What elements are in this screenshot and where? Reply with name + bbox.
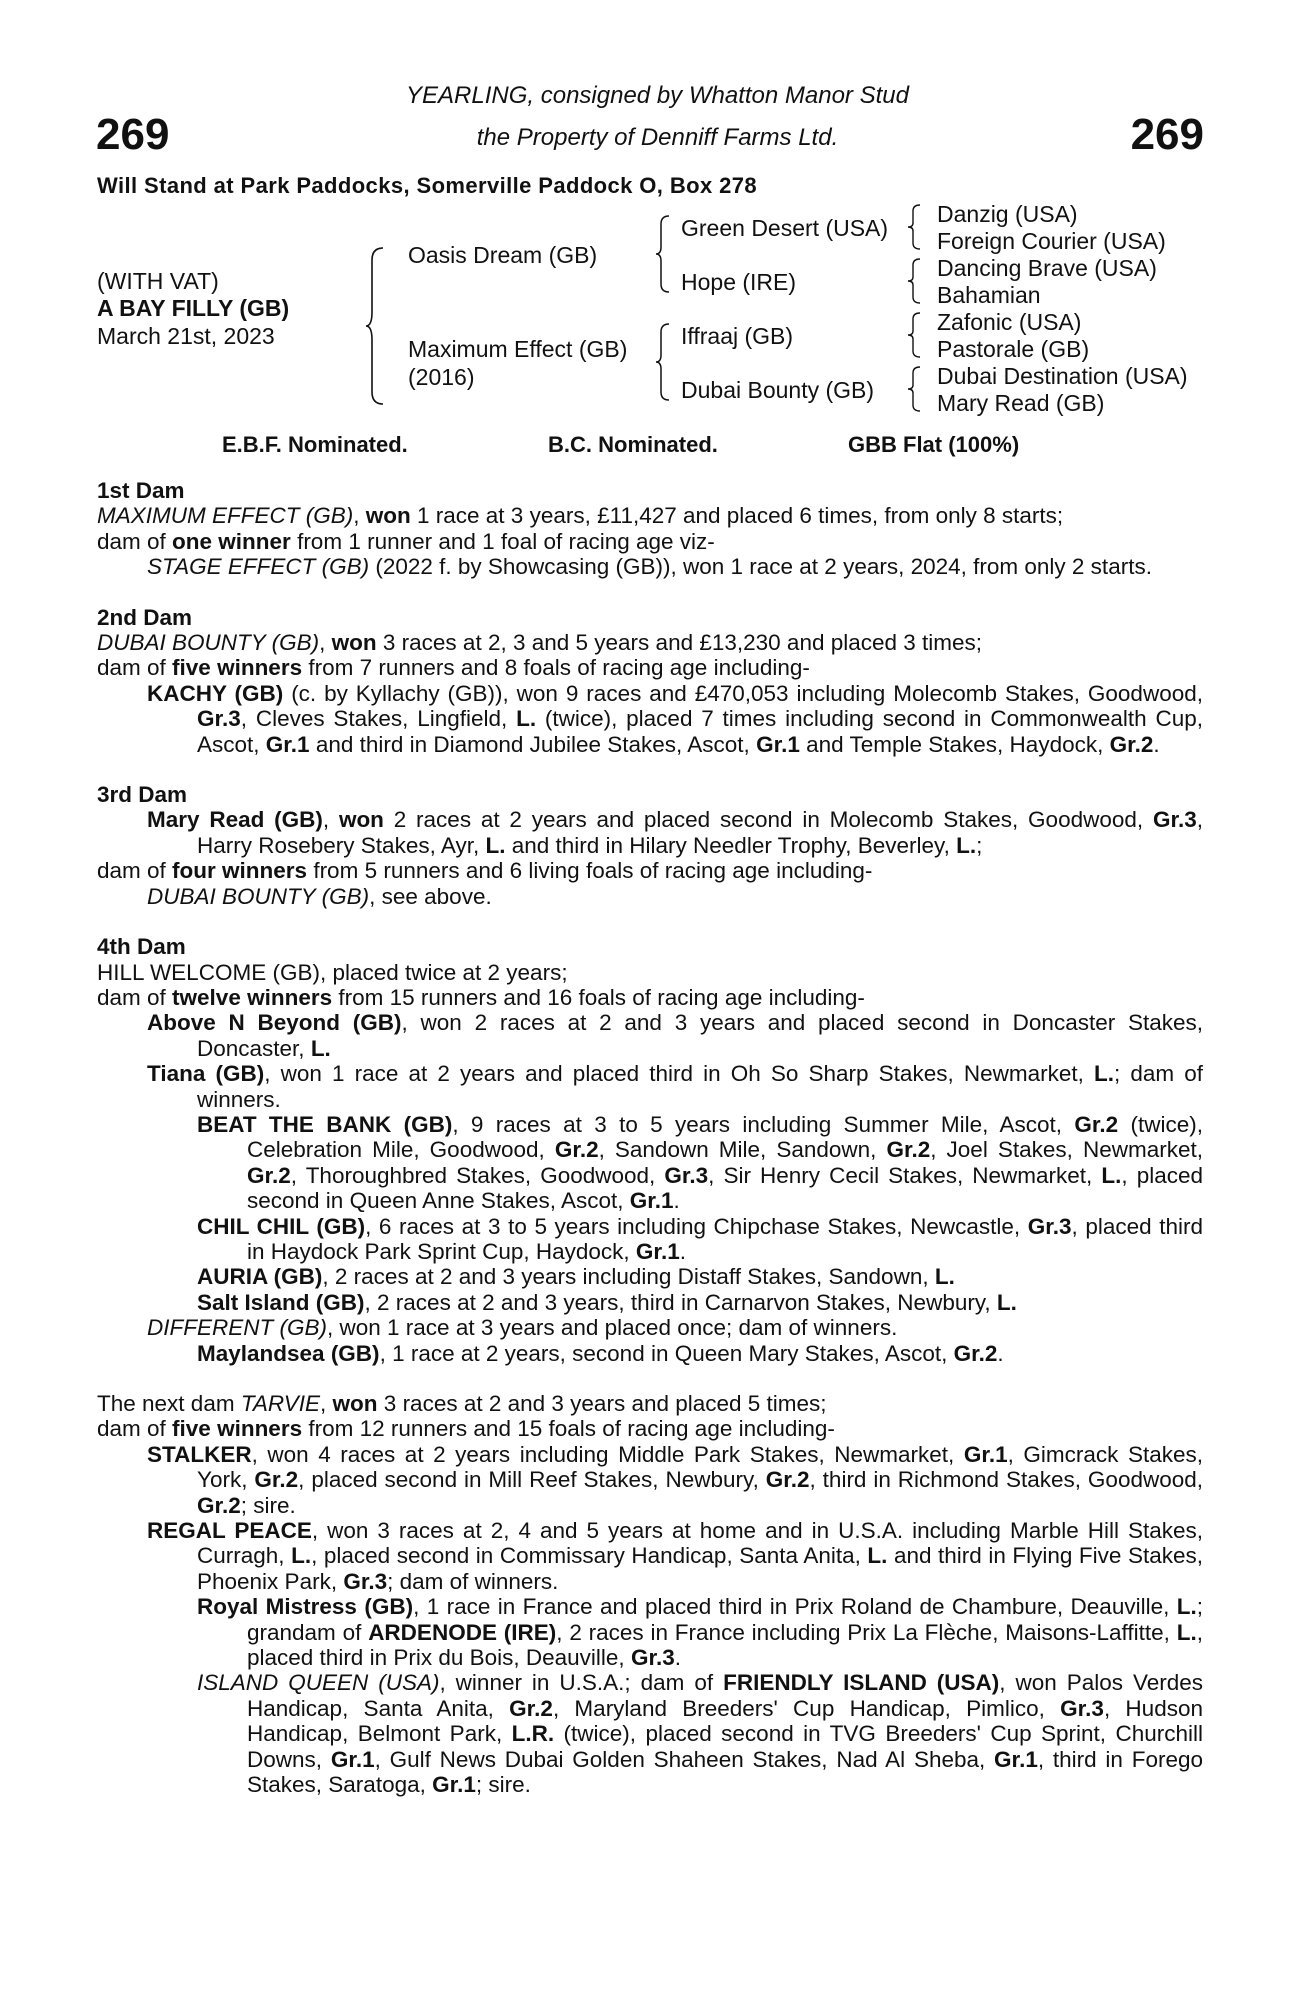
pedigree-brace-ss bbox=[908, 203, 922, 251]
bold-text: Salt Island (GB) bbox=[197, 1289, 365, 1315]
text-run: dam of bbox=[97, 858, 173, 884]
pedigree-entry bbox=[97, 1061, 1203, 1112]
property-line: the Property of Denniff Farms Ltd. bbox=[476, 124, 839, 151]
pedigree-sire-sire: Green Desert (USA) bbox=[681, 215, 889, 241]
bold-text: Gr.1 bbox=[629, 1188, 674, 1214]
bold-text: Gr.2 bbox=[1074, 1111, 1119, 1137]
text-run: dam of bbox=[97, 984, 173, 1010]
bold-text: won bbox=[332, 1391, 378, 1416]
text-run: , Thoroughbred Stakes, Goodwood, bbox=[290, 1162, 665, 1188]
pedigree-entry bbox=[97, 1416, 1203, 1441]
text-run: and third in Flying Five Stakes, Phoenix Park, bbox=[197, 1543, 1204, 1594]
bold-text: Gr.2 bbox=[554, 1137, 599, 1163]
bold-text: Gr.3 bbox=[343, 1568, 388, 1594]
bold-text: one winner bbox=[172, 528, 291, 554]
bold-text: Gr.1 bbox=[756, 731, 800, 757]
pedigree-brace-main bbox=[366, 246, 386, 406]
bold-text: L. bbox=[867, 1543, 888, 1569]
text-run: and third in Hilary Needler Trophy, Beverley, bbox=[505, 832, 957, 858]
text-run: . bbox=[1153, 731, 1160, 757]
text-run: , third in Forego Stakes, Saratoga, bbox=[247, 1746, 1204, 1798]
bold-text: Gr.2 bbox=[1109, 731, 1154, 757]
bold-text: won bbox=[331, 630, 377, 656]
pedigree-entry bbox=[97, 1290, 1203, 1315]
bold-text: Gr.2 bbox=[197, 1492, 241, 1518]
text-run: , 1 race at 2 years, second in Queen Mary Stakes, Ascot, bbox=[379, 1340, 954, 1366]
text-run: , won 3 races at 2, 4 and 5 years at home and in U.S.A. including Marble Hill Stakes, Curragh, bbox=[197, 1518, 1204, 1569]
pedigree-entry bbox=[97, 1341, 1203, 1366]
bold-text: L. bbox=[934, 1264, 955, 1290]
pedigree-entry bbox=[97, 1442, 1203, 1518]
pedigree-sire-dam: Hope (IRE) bbox=[681, 269, 797, 295]
section-heading: 3rd Dam bbox=[97, 782, 188, 808]
italic-text: DUBAI BOUNTY (GB) bbox=[97, 630, 320, 656]
text-run: dam of bbox=[97, 1416, 173, 1442]
bold-text: L. bbox=[1176, 1594, 1197, 1620]
text-run: ; sire. bbox=[240, 1492, 296, 1518]
text-run: , see above. bbox=[369, 883, 492, 909]
pedigree-entry bbox=[97, 529, 1203, 554]
text-run: , Hudson Handicap, Belmont Park, bbox=[247, 1695, 1203, 1747]
text-run: . bbox=[679, 1238, 686, 1264]
pedigree-dam-sire: Iffraaj (GB) bbox=[681, 323, 794, 349]
bold-text: ARDENODE (IRE) bbox=[368, 1619, 557, 1645]
lot-number-right: 269 bbox=[1130, 110, 1204, 159]
text-run: , placed second in Mill Reef Stakes, Newbury, bbox=[298, 1467, 766, 1493]
text-run: 3 races at 2, 3 and 5 years and £13,230 and placed 3 times; bbox=[376, 630, 983, 656]
pedigree-sds: Dancing Brave (USA) bbox=[937, 255, 1157, 281]
bold-text: Gr.3 bbox=[1060, 1695, 1104, 1721]
text-run: . bbox=[997, 1340, 1004, 1366]
text-run: , placed second in Commissary Handicap, Santa Anita, bbox=[311, 1543, 868, 1569]
text-run: , Sir Henry Cecil Stakes, Newmarket, bbox=[708, 1162, 1102, 1188]
text-run: , 6 races at 3 to 5 years including Chipchase Stakes, Newcastle, bbox=[365, 1213, 1028, 1239]
text-run: , third in Richmond Stakes, Goodwood, bbox=[809, 1467, 1204, 1493]
pedigree-entry bbox=[97, 1264, 1203, 1289]
bold-text: Gr.1 bbox=[265, 731, 310, 757]
pedigree-entry bbox=[97, 1010, 1203, 1061]
pedigree-entry bbox=[97, 681, 1203, 757]
stand-location: Will Stand at Park Paddocks, Somerville Paddock O, Box 278 bbox=[97, 173, 758, 198]
consignor-line: YEARLING, consigned by Whatton Manor Stud bbox=[406, 82, 909, 109]
bold-text: L. bbox=[485, 832, 506, 858]
text-run: and Temple Stakes, Haydock, bbox=[799, 731, 1110, 757]
text-run: , Gimcrack Stakes, York, bbox=[197, 1441, 1203, 1493]
text-run: , placed second in Queen Anne Stakes, Ascot, bbox=[247, 1162, 1203, 1214]
text-run: ; grandam of bbox=[247, 1594, 1203, 1645]
pedigree-sdd: Bahamian bbox=[937, 282, 1041, 308]
text-run: (twice), placed second in TVG Breeders' Cup Sprint, Churchill Downs, bbox=[247, 1721, 1203, 1772]
bold-text: CHIL CHIL (GB) bbox=[197, 1213, 366, 1239]
section-heading: 2nd Dam bbox=[97, 604, 193, 630]
text-run: ; dam of winners. bbox=[387, 1568, 559, 1594]
bc-nomination: B.C. Nominated. bbox=[548, 432, 718, 457]
text-run: 2 races at 2 years and placed second in Molecomb Stakes, Goodwood, bbox=[383, 807, 1153, 833]
bold-text: Gr.1 bbox=[432, 1772, 476, 1798]
pedigree-entry bbox=[97, 1594, 1203, 1670]
text-run: ; sire. bbox=[475, 1772, 531, 1798]
bold-text: won bbox=[365, 503, 411, 529]
bold-text: Gr.3 bbox=[630, 1645, 675, 1671]
text-run: from 15 runners and 16 foals of racing age including- bbox=[332, 984, 865, 1010]
text-run: from 1 runner and 1 foal of racing age viz- bbox=[290, 528, 715, 554]
bold-text: Gr.2 bbox=[765, 1467, 810, 1493]
italic-text: MAXIMUM EFFECT (GB) bbox=[97, 503, 354, 529]
bold-text: Gr.3 bbox=[1027, 1213, 1072, 1239]
pedigree-dam: Maximum Effect (GB) bbox=[408, 336, 628, 362]
pedigree-entry bbox=[97, 807, 1203, 858]
bold-text: Gr.3 bbox=[1152, 807, 1197, 833]
bold-text: Gr.1 bbox=[635, 1238, 680, 1264]
pedigree-entry bbox=[97, 554, 1203, 579]
text-run: (twice), Celebration Mile, Goodwood, bbox=[247, 1111, 1203, 1163]
text-run: , won 2 races at 2 and 3 years and placed second in Doncaster Stakes, Doncaster, bbox=[197, 1010, 1204, 1061]
italic-text: TARVIE bbox=[240, 1391, 321, 1416]
text-run: , 9 races at 3 to 5 years including Summer Mile, Ascot, bbox=[452, 1111, 1075, 1137]
pedigree-entry bbox=[97, 1112, 1203, 1214]
bold-text: Gr.2 bbox=[254, 1467, 299, 1493]
text-run: , won 1 race at 3 years and placed once; dam of winners. bbox=[327, 1315, 898, 1341]
bold-text: KACHY (GB) bbox=[147, 680, 284, 706]
text-run: ; bbox=[976, 832, 983, 858]
bold-text: L. bbox=[1176, 1619, 1197, 1645]
text-run: , placed third in Haydock Park Sprint Cup, Haydock, bbox=[247, 1213, 1203, 1264]
text-run: ; dam of winners. bbox=[197, 1061, 1203, 1112]
text-run: HILL WELCOME (GB), placed twice at 2 years; bbox=[97, 959, 568, 985]
pedigree-brace-ds bbox=[908, 311, 922, 359]
pedigree-entry bbox=[97, 985, 1203, 1010]
bold-text: Gr.2 bbox=[247, 1162, 291, 1188]
text-run: , bbox=[319, 630, 332, 656]
bold-text: Gr.1 bbox=[963, 1441, 1008, 1467]
italic-text: DUBAI BOUNTY (GB) bbox=[147, 883, 370, 909]
pedigree-entry bbox=[97, 630, 1203, 655]
text-run: , won 4 races at 2 years including Middle Park Stakes, Newmarket, bbox=[251, 1441, 964, 1467]
bold-text: L. bbox=[1093, 1061, 1114, 1087]
bold-text: Gr.1 bbox=[994, 1746, 1038, 1772]
text-run: , won 1 race at 2 years and placed third in Oh So Sharp Stakes, Newmarket, bbox=[264, 1061, 1094, 1087]
bold-text: won bbox=[338, 807, 384, 833]
bold-text: Tiana (GB) bbox=[147, 1061, 265, 1087]
section-heading: 4th Dam bbox=[97, 934, 186, 960]
text-run: , Gulf News Dubai Golden Shaheen Stakes, Nad Al Sheba, bbox=[374, 1746, 995, 1772]
text-run: , 1 race in France and placed third in Prix Roland de Chambure, Deauville, bbox=[413, 1594, 1177, 1620]
text-run: (2022 f. by Showcasing (GB)), won 1 race at 2 years, 2024, from only 2 starts. bbox=[369, 554, 1152, 580]
bold-text: L. bbox=[996, 1289, 1017, 1315]
pedigree-brace-dd bbox=[908, 365, 922, 413]
italic-text: ISLAND QUEEN (USA) bbox=[197, 1670, 440, 1696]
catalogue-body bbox=[97, 478, 1203, 1798]
ebf-nomination: E.B.F. Nominated. bbox=[222, 432, 408, 457]
pedigree-entry bbox=[97, 503, 1203, 528]
gbb-flat: GBB Flat (100%) bbox=[848, 432, 1020, 457]
pedigree-brace-sd bbox=[908, 257, 922, 305]
text-run: (c. by Kyllachy (GB)), won 9 races and £470,053 including Molecomb Stakes, Goodwood, bbox=[283, 680, 1203, 706]
pedigree-ddd: Mary Read (GB) bbox=[937, 390, 1105, 416]
bold-text: Above N Beyond (GB) bbox=[147, 1010, 402, 1036]
bold-text: L. bbox=[1101, 1162, 1122, 1188]
pedigree-dam-year: (2016) bbox=[408, 364, 475, 390]
italic-text: DIFFERENT (GB) bbox=[147, 1315, 327, 1341]
bold-text: five winners bbox=[172, 1416, 303, 1442]
vat-note: (WITH VAT) bbox=[97, 268, 219, 294]
text-run: . bbox=[674, 1645, 681, 1671]
bold-text: L. bbox=[310, 1035, 331, 1061]
pedigree-ssd: Foreign Courier (USA) bbox=[937, 228, 1166, 254]
bold-text: Gr.3 bbox=[197, 706, 241, 732]
text-run: from 5 runners and 6 living foals of racing age including- bbox=[307, 858, 873, 884]
bold-text: AURIA (GB) bbox=[197, 1264, 323, 1290]
bold-text: Maylandsea (GB) bbox=[197, 1340, 380, 1366]
text-run: , Joel Stakes, Newmarket, bbox=[930, 1137, 1203, 1163]
lot-number-left: 269 bbox=[96, 110, 170, 159]
pedigree-entry bbox=[97, 1214, 1203, 1265]
pedigree-brace-dam bbox=[656, 322, 672, 402]
text-run: The next dam bbox=[97, 1391, 241, 1416]
pedigree-brace-sire bbox=[656, 214, 672, 294]
horse-name: A BAY FILLY (GB) bbox=[97, 295, 290, 321]
pedigree-dsd: Pastorale (GB) bbox=[937, 336, 1090, 362]
text-run: (twice), placed 7 times including second in Commonwealth Cup, Ascot, bbox=[197, 706, 1203, 757]
bold-text: twelve winners bbox=[172, 984, 333, 1010]
italic-text: STAGE EFFECT (GB) bbox=[147, 554, 370, 580]
pedigree-entry bbox=[97, 884, 1203, 909]
text-run: 1 race at 3 years, £11,427 and placed 6 times, from only 8 starts; bbox=[410, 503, 1064, 529]
section-gap bbox=[97, 1366, 1203, 1391]
bold-text: BEAT THE BANK (GB) bbox=[197, 1111, 453, 1137]
text-run: , bbox=[353, 503, 366, 529]
pedigree-sire: Oasis Dream (GB) bbox=[408, 242, 598, 268]
bold-text: Gr.1 bbox=[330, 1746, 375, 1772]
bold-text: Royal Mistress (GB) bbox=[197, 1594, 414, 1620]
text-run: dam of bbox=[97, 528, 173, 554]
pedigree-entry bbox=[97, 960, 1203, 985]
bold-text: L.R. bbox=[511, 1721, 555, 1747]
text-run: , 2 races at 2 and 3 years including Distaff Stakes, Sandown, bbox=[322, 1264, 935, 1290]
bold-text: L. bbox=[956, 832, 977, 858]
pedigree-dss: Zafonic (USA) bbox=[937, 309, 1082, 335]
text-run: . bbox=[673, 1188, 680, 1214]
text-run: , Harry Rosebery Stakes, Ayr, bbox=[197, 807, 1203, 858]
bold-text: four winners bbox=[172, 858, 308, 884]
bold-text: Gr.2 bbox=[509, 1695, 553, 1721]
bold-text: Gr.2 bbox=[953, 1340, 998, 1366]
bold-text: Gr.2 bbox=[886, 1137, 931, 1163]
bold-text: STALKER bbox=[147, 1441, 252, 1467]
text-run: , winner in U.S.A.; dam of bbox=[439, 1670, 724, 1696]
text-run: and third in Diamond Jubilee Stakes, Ascot, bbox=[309, 731, 757, 757]
text-run: , won Palos Verdes Handicap, Santa Anita, bbox=[247, 1670, 1203, 1721]
text-run: from 12 runners and 15 foals of racing age including- bbox=[302, 1416, 835, 1442]
pedigree-dam-dam: Dubai Bounty (GB) bbox=[681, 377, 875, 403]
bold-text: L. bbox=[291, 1543, 312, 1569]
bold-text: REGAL PEACE bbox=[147, 1518, 312, 1544]
text-run: , Maryland Breeders' Cup Handicap, Pimlico, bbox=[552, 1695, 1061, 1721]
bold-text: L. bbox=[516, 706, 537, 732]
text-run: , Sandown Mile, Sandown, bbox=[598, 1137, 887, 1163]
text-run: , 2 races at 2 and 3 years, third in Carnarvon Stakes, Newbury, bbox=[364, 1289, 997, 1315]
text-run: from 7 runners and 8 foals of racing age including- bbox=[302, 655, 810, 681]
text-run: , placed third in Prix du Bois, Deauville, bbox=[247, 1619, 1203, 1671]
bold-text: Gr.3 bbox=[664, 1162, 709, 1188]
pedigree-sss: Danzig (USA) bbox=[937, 201, 1078, 227]
bold-text: Mary Read (GB) bbox=[147, 807, 323, 833]
foaling-date: March 21st, 2023 bbox=[97, 323, 275, 349]
pedigree-entry bbox=[97, 1670, 1203, 1797]
text-run: , Cleves Stakes, Lingfield, bbox=[240, 706, 517, 732]
section-heading: 1st Dam bbox=[97, 478, 185, 503]
pedigree-entry bbox=[97, 1518, 1203, 1594]
pedigree-entry bbox=[97, 1315, 1203, 1340]
pedigree-dds: Dubai Destination (USA) bbox=[937, 363, 1188, 389]
text-run: dam of bbox=[97, 655, 173, 681]
text-run: , bbox=[322, 807, 339, 833]
bold-text: five winners bbox=[172, 655, 303, 681]
text-run: 3 races at 2 and 3 years and placed 5 times; bbox=[377, 1391, 827, 1416]
bold-text: FRIENDLY ISLAND (USA) bbox=[723, 1670, 1000, 1696]
pedigree-entry bbox=[97, 655, 1203, 680]
pedigree-entry bbox=[97, 1391, 1203, 1416]
text-run: , 2 races in France including Prix La Flèche, Maisons-Laffitte, bbox=[556, 1619, 1177, 1645]
text-run: , bbox=[320, 1391, 333, 1416]
pedigree-entry bbox=[97, 858, 1203, 883]
